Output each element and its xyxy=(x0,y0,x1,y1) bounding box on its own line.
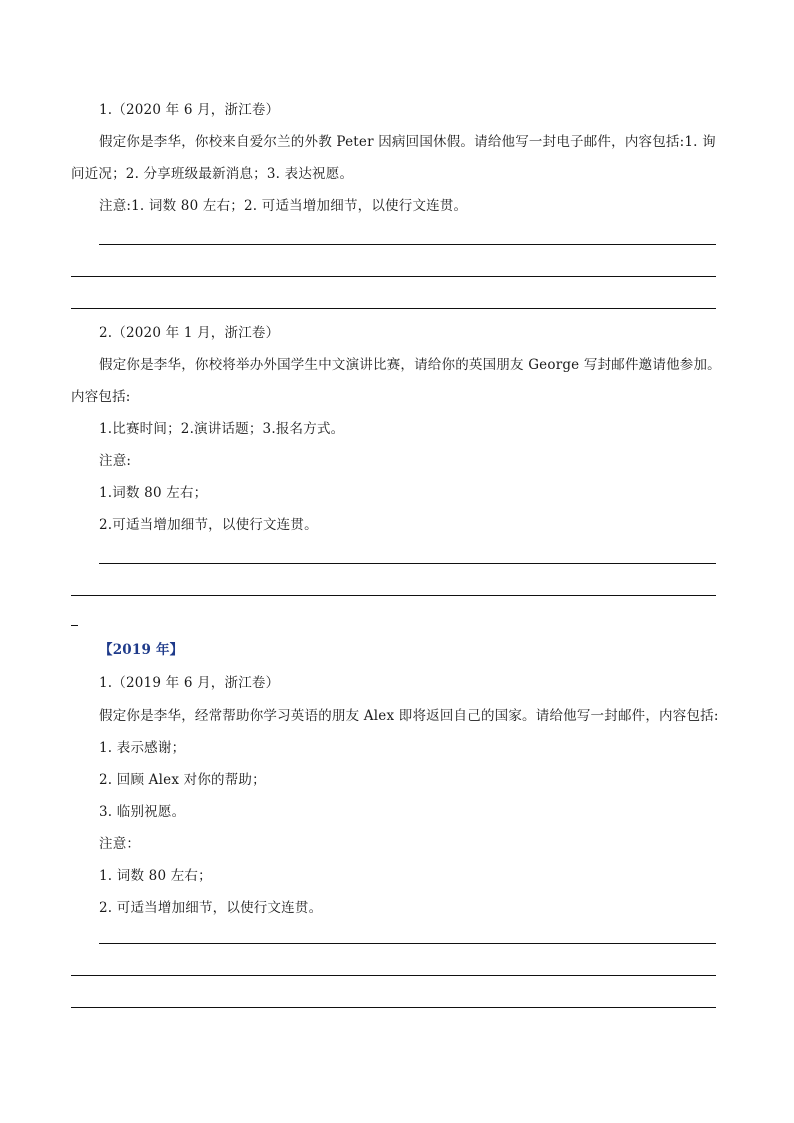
answer-line[interactable] xyxy=(71,595,716,596)
question-paragraph-line: 内容包括: xyxy=(71,389,131,405)
answer-line[interactable] xyxy=(99,244,716,245)
note-item: 1.词数 80 左右； xyxy=(99,485,208,501)
stray-dash xyxy=(71,625,78,626)
question-paragraph-line: 假定你是李华，你校来自爱尔兰的外教 Peter 因病回国休假。请给他写一封电子邮件，内容包括:1. 询 xyxy=(99,134,716,150)
question-paragraph-line: 假定你是李华，你校将举办外国学生中文演讲比赛，请给你的英国朋友 George 写封邮件邀请他参加。 xyxy=(99,357,721,373)
question-paragraph-line: 问近况；2. 分享班级最新消息；3. 表达祝愿。 xyxy=(71,166,354,182)
question-number: 1.（2019 年 6 月，浙江卷） xyxy=(99,675,280,691)
year-heading: 【2019 年】 xyxy=(99,642,184,658)
note-label: 注意： xyxy=(99,836,141,852)
answer-line[interactable] xyxy=(71,276,716,277)
question-paragraph-line: 假定你是李华，经常帮助你学习英语的朋友 Alex 即将返回自己的国家。请给他写一封邮件，内容包括: xyxy=(99,708,719,724)
note-label: 注意: xyxy=(99,453,132,469)
content-items: 1.比赛时间；2.演讲话题；3.报名方式。 xyxy=(99,421,345,437)
note-item: 1. 词数 80 左右； xyxy=(99,868,212,884)
content-item: 1. 表示感谢； xyxy=(99,740,186,756)
content-item: 2. 回顾 Alex 对你的帮助； xyxy=(99,772,266,788)
note-item: 2.可适当增加细节，以使行文连贯。 xyxy=(99,517,318,533)
answer-line[interactable] xyxy=(99,943,716,944)
content-item: 3. 临别祝愿。 xyxy=(99,804,186,820)
question-number: 1.（2020 年 6 月，浙江卷） xyxy=(99,102,280,118)
note-item: 2. 可适当增加细节，以使行文连贯。 xyxy=(99,900,323,916)
answer-line[interactable] xyxy=(71,975,716,976)
answer-line[interactable] xyxy=(71,308,716,309)
question-number: 2.（2020 年 1 月，浙江卷） xyxy=(99,325,280,341)
answer-line[interactable] xyxy=(99,563,716,564)
question-note: 注意:1. 词数 80 左右；2. 可适当增加细节，以使行文连贯。 xyxy=(99,198,468,214)
answer-line[interactable] xyxy=(71,1007,716,1008)
